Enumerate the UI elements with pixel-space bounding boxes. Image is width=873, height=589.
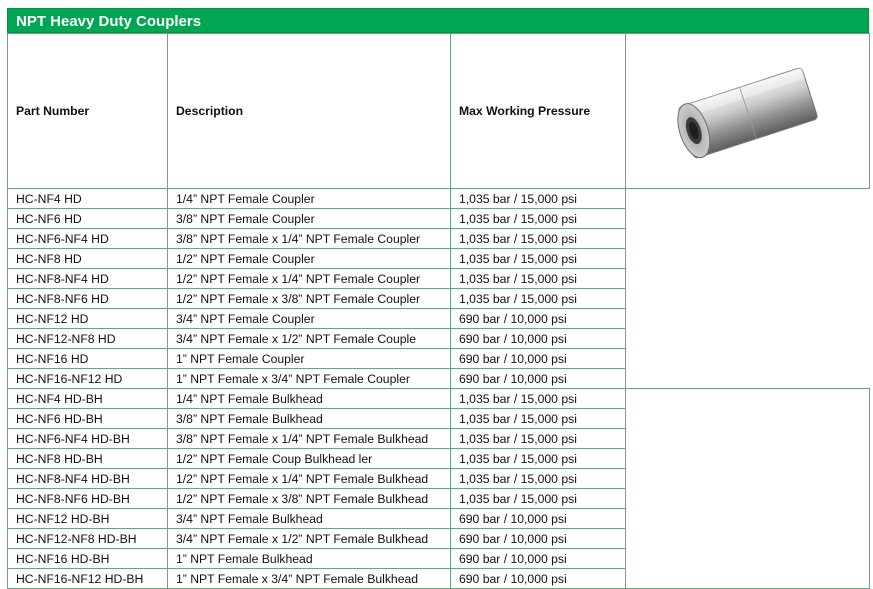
description-cell: 3/4” NPT Female Bulkhead: [168, 509, 451, 529]
product-table-container: [7, 8, 869, 589]
description-cell: 1” NPT Female x 3/4” NPT Female Bulkhead: [168, 569, 451, 589]
table-row: [8, 229, 870, 249]
pressure-cell: 1,035 bar / 15,000 psi: [451, 469, 626, 489]
pressure-cell: 690 bar / 10,000 psi: [451, 529, 626, 549]
description-cell: 3/4” NPT Female Coupler: [168, 309, 451, 329]
description-cell: 1” NPT Female Bulkhead: [168, 549, 451, 569]
table-row: [8, 389, 870, 409]
header-part-number: Part Number: [8, 34, 168, 189]
part-number-cell: HC-NF16 HD-BH: [8, 549, 168, 569]
part-number-cell: HC-NF4 HD-BH: [8, 389, 168, 409]
table-row: [8, 329, 870, 349]
description-cell: 1/2” NPT Female x 3/8” NPT Female Coupler: [168, 289, 451, 309]
header-row: [8, 34, 870, 189]
part-number-cell: HC-NF8 HD: [8, 249, 168, 269]
part-number-cell: HC-NF8-NF4 HD-BH: [8, 469, 168, 489]
description-cell: 3/8” NPT Female x 1/4” NPT Female Coupler: [168, 229, 451, 249]
pressure-cell: 1,035 bar / 15,000 psi: [451, 209, 626, 229]
coupler-table: [7, 33, 870, 589]
empty-image-cell: [626, 389, 870, 589]
description-cell: 1” NPT Female Coupler: [168, 349, 451, 369]
pressure-cell: 1,035 bar / 15,000 psi: [451, 449, 626, 469]
coupler-photo: [653, 38, 843, 188]
pressure-cell: 690 bar / 10,000 psi: [451, 329, 626, 349]
part-number-cell: HC-NF8 HD-BH: [8, 449, 168, 469]
pressure-cell: 1,035 bar / 15,000 psi: [451, 289, 626, 309]
part-number-cell: HC-NF16-NF12 HD: [8, 369, 168, 389]
description-cell: 3/4” NPT Female x 1/2” NPT Female Couple: [168, 329, 451, 349]
description-cell: 1/2” NPT Female Coupler: [168, 249, 451, 269]
pressure-cell: 690 bar / 10,000 psi: [451, 569, 626, 589]
description-cell: 3/8” NPT Female x 1/4” NPT Female Bulkhead: [168, 429, 451, 449]
pressure-cell: 1,035 bar / 15,000 psi: [451, 229, 626, 249]
part-number-cell: HC-NF6-NF4 HD: [8, 229, 168, 249]
header-max-pressure: Max Working Pressure: [451, 34, 626, 189]
description-cell: 1/4” NPT Female Bulkhead: [168, 389, 451, 409]
pressure-cell: 690 bar / 10,000 psi: [451, 549, 626, 569]
part-number-cell: HC-NF12 HD: [8, 309, 168, 329]
table-row: [8, 349, 870, 369]
pressure-cell: 690 bar / 10,000 psi: [451, 509, 626, 529]
description-cell: 3/4” NPT Female x 1/2” NPT Female Bulkhead: [168, 529, 451, 549]
part-number-cell: HC-NF16-NF12 HD-BH: [8, 569, 168, 589]
pressure-cell: 1,035 bar / 15,000 psi: [451, 249, 626, 269]
table-body: [8, 189, 870, 589]
table-row: [8, 369, 870, 389]
table-row: [8, 189, 870, 209]
part-number-cell: HC-NF16 HD: [8, 349, 168, 369]
pressure-cell: 1,035 bar / 15,000 psi: [451, 409, 626, 429]
pressure-cell: 690 bar / 10,000 psi: [451, 309, 626, 329]
header-description: Description: [168, 34, 451, 189]
pressure-cell: 1,035 bar / 15,000 psi: [451, 269, 626, 289]
pressure-cell: 690 bar / 10,000 psi: [451, 369, 626, 389]
pressure-cell: 690 bar / 10,000 psi: [451, 349, 626, 369]
part-number-cell: HC-NF8-NF4 HD: [8, 269, 168, 289]
description-cell: 1/4” NPT Female Coupler: [168, 189, 451, 209]
table-row: [8, 289, 870, 309]
table-row: [8, 269, 870, 289]
product-image-cell: [626, 34, 870, 189]
description-cell: 1/2” NPT Female x 1/4” NPT Female Coupler: [168, 269, 451, 289]
part-number-cell: HC-NF12 HD-BH: [8, 509, 168, 529]
description-cell: 3/8” NPT Female Bulkhead: [168, 409, 451, 429]
table-row: [8, 249, 870, 269]
part-number-cell: HC-NF8-NF6 HD: [8, 289, 168, 309]
part-number-cell: HC-NF8-NF6 HD-BH: [8, 489, 168, 509]
description-cell: 1/2” NPT Female x 1/4” NPT Female Bulkhead: [168, 469, 451, 489]
description-cell: 1/2” NPT Female x 3/8” NPT Female Bulkhead: [168, 489, 451, 509]
pressure-cell: 1,035 bar / 15,000 psi: [451, 389, 626, 409]
table-row: [8, 309, 870, 329]
part-number-cell: HC-NF12-NF8 HD-BH: [8, 529, 168, 549]
description-cell: 3/8” NPT Female Coupler: [168, 209, 451, 229]
part-number-cell: HC-NF6 HD: [8, 209, 168, 229]
coupler-photo-icon: [653, 38, 843, 188]
part-number-cell: HC-NF4 HD: [8, 189, 168, 209]
pressure-cell: 1,035 bar / 15,000 psi: [451, 429, 626, 449]
description-cell: 1/2” NPT Female Coup Bulkhead ler: [168, 449, 451, 469]
pressure-cell: 1,035 bar / 15,000 psi: [451, 489, 626, 509]
part-number-cell: HC-NF6-NF4 HD-BH: [8, 429, 168, 449]
table-title: NPT Heavy Duty Couplers: [7, 8, 869, 33]
pressure-cell: 1,035 bar / 15,000 psi: [451, 189, 626, 209]
table-row: [8, 209, 870, 229]
part-number-cell: HC-NF12-NF8 HD: [8, 329, 168, 349]
description-cell: 1” NPT Female x 3/4” NPT Female Coupler: [168, 369, 451, 389]
part-number-cell: HC-NF6 HD-BH: [8, 409, 168, 429]
